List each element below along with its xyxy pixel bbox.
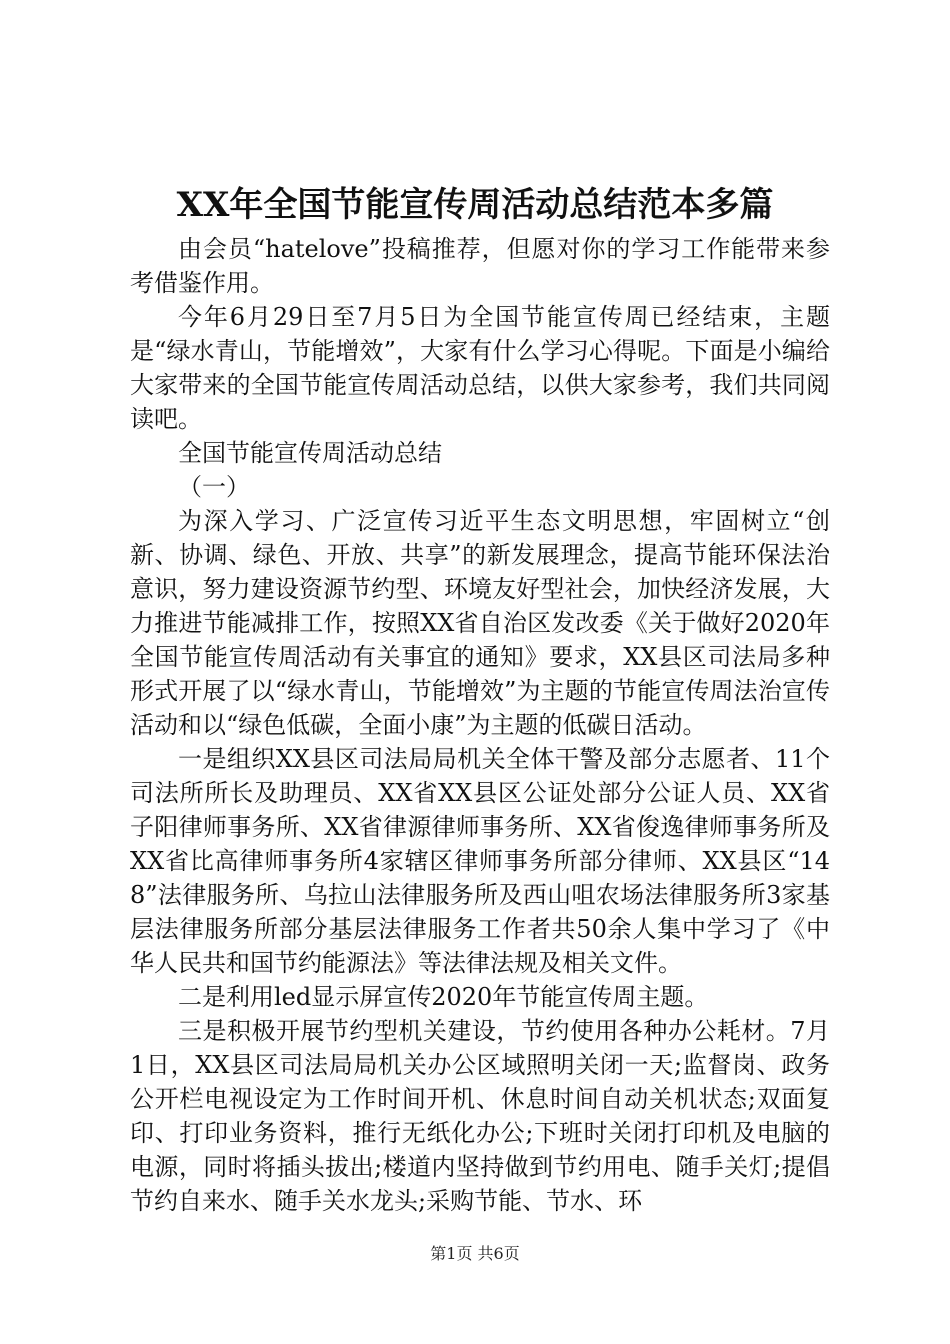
paragraph-intro: 由会员“hatelove”投稿推荐，但愿对你的学习工作能带来参考借鉴作用。 [130,235,830,297]
paragraph-item-one: 一是组织XX县区司法局局机关全体干警及部分志愿者、11个司法所所长及助理员、XX省XX县区公证处部分公证人员、XX省子阳律师事务所、XX省律源律师事务所、XX省俊逸律师事务所及XX省比高律师事务所4家辖区律师事务所部分律师、XX县区“148”法律服务所、乌拉山法律服务所及西山咀农场法律服务所3家基层法律服务所部分基层法律服务工作者共50余人集中学习了《中华人民共和国节约能源法》等法律法规及相关文件。 [130,745,830,977]
document-body [130,232,830,1218]
paragraph-summary: 今年6月29日至7月5日为全国节能宣传周已经结束，主题是“绿水青山，节能增效”，大家有什么学习心得呢。下面是小编给大家带来的全国节能宣传周活动总结，以供大家参考，我们共同阅读吧。 [130,303,830,433]
paragraph-purpose: 为深入学习、广泛宣传习近平生态文明思想，牢固树立“创新、协调、绿色、开放、共享”的新发展理念，提高节能环保法治意识，努力建设资源节约型、环境友好型社会，加快经济发展，大力推进节能减排工作，按照XX省自治区发改委《关于做好2020年全国节能宣传周活动有关事宜的通知》要求，XX县区司法局多种形式开展了以“绿水青山，节能增效”为主题的节能宣传周法治宣传活动和以“绿色低碳，全面小康”为主题的低碳日活动。 [130,507,830,739]
document-title: XX年全国节能宣传周活动总结范本多篇 [176,185,774,225]
section-heading: 全国节能宣传周活动总结 [178,439,442,467]
paragraph-item-two: 二是利用led显示屏宣传2020年节能宣传周主题。 [178,983,709,1011]
paragraph-item-three: 三是积极开展节约型机关建设，节约使用各种办公耗材。7月1日，XX县区司法局局机关办公区域照明关闭一天;监督岗、政务公开栏电视设定为工作时间开机、休息时间自动关机状态;双面复印、打印业务资料，推行无纸化办公;下班时关闭打印机及电脑的电源，同时将插头拔出;楼道内坚持做到节约用电、随手关灯;提倡节约自来水、随手关水龙头;采购节能、节水、环 [130,1017,830,1215]
page-footer: 第1页 共6页 [430,1244,520,1263]
section-number: （一） [178,473,250,501]
